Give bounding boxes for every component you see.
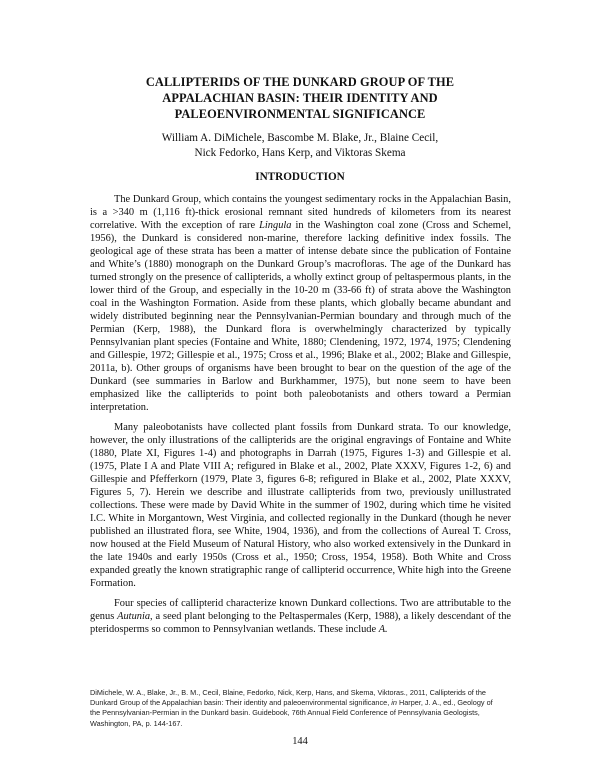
italic-genus: Lingula (259, 220, 292, 231)
author-list (90, 131, 510, 161)
paragraph-3: Four species of callipterid characterize known Dunkard collections. Two are attributable to the genus Autunia, a seed plant belonging to the Peltaspermales (Kerp, 1988), a likely descendant of the pteridosperms so common to Pennsylvanian wetlands. These include A. (90, 598, 511, 635)
title-line: APPALACHIAN BASIN: THEIR IDENTITY AND (162, 91, 438, 105)
italic-abbrev: A. (378, 624, 388, 635)
section-heading: INTRODUCTION (255, 171, 345, 183)
citation-footnote: DiMichele, W. A., Blake, Jr., B. M., Cecil, Blaine, Fedorko, Nick, Kerp, Hans, and Skema, Viktoras., 2011, Callipterids of the Dunkard Group of the Appalachian basin: Their identity and paleoenvironmental significance, in Harper, J. A., ed., Geology of the Pennsylvanian-Permian in the Dunkard basin. Guidebook, 76th Annual Field Conference of Pennsylvania Geologists, Washington, PA, p. 144-167. (90, 688, 493, 728)
page-number: 144 (292, 736, 308, 747)
italic-genus: Autunia (117, 611, 151, 622)
author-line: Nick Fedorko, Hans Kerp, and Viktoras Skema (194, 147, 406, 159)
title-line: PALEOENVIRONMENTAL SIGNIFICANCE (174, 107, 426, 121)
paragraph-2: Many paleobotanists have collected plant fossils from Dunkard strata. To our knowledge, however, the only illustrations of the callipterids are the original engravings of Fontaine and White (1880, Plate XI, Figures 1-4) and photographs in Darrah (1975, Figures 1-3) and Gillespie et al. (1975, Plate I A and Plate VIII A; refigured in Blake et al., 2002, Plate XXXV, Figures 1-2, 6) and Gillespie and Pfefferkorn (1979, Plate 3, figures 6-8; refigured in Blake et al., 2002, Plate XXXV, Figures 5, 7). Herein we describe and illustrate callipterids from two, previously unillustrated collections. These were made by David White in the summer of 1902, during which time he visited I.C. White in Morgantown, West Virginia, and collected regionally in the Dunkard (though he never published an illustrated flora, see White, 1904, 1936), and from the collections of Aureal T. Cross, now housed at the Field Museum of Natural History, who also worked extensively in the Dunkard in the late 1940s and early 1950s (Cross et al., 1950; Cross, 1954, 1958). Both White and Cross expanded greatly the known stratigraphic range of callipterid occurrence, White high into the Greene Formation. (90, 422, 511, 589)
author-line: William A. DiMichele, Bascombe M. Blake, Jr., Blaine Cecil, (161, 132, 439, 144)
body-text (90, 193, 511, 636)
title-line: CALLIPTERIDS OF THE DUNKARD GROUP OF THE (145, 75, 455, 89)
paragraph-1: The Dunkard Group, which contains the youngest sedimentary rocks in the Appalachian Basin, is a >340 m (1,116 ft)-thick erosional remnant sited hundreds of kilometers from its nearest correlative. With the exception of rare Lingula in the Washington coal zone (Cross and Schemel, 1956), the Dunkard is considered non-marine, therefore lacking definitive index fossils. The geological age of these strata has been a matter of intense debate since the publication of Fontaine and White’s (1880) monograph on the Dunkard Group’s macrofloras. The age of the Dunkard has turned strongly on the presence of callipterids, a wholly extinct group of peltaspermous plants, in the lower third of the Group, and especially in the 10-20 m (33-66 ft) of strata above the Washington coal in the Washington Formation. Aside from these plants, which globally became abundant and widely distributed beginning near the Pennsylvanian-Permian boundary and through much of the Permian (Kerp, 1988), the Dunkard flora is overwhelmingly characterized by typically Pennsylvanian plant species (Fontaine and White, 1880; Clendening, 1972, 1974, 1975; Clendening and Gillespie, 1972; Gillespie et al., 1975; Cross et al., 1996; Blake et al., 2002; Blake and Gillespie, 2011a, b). Other groups of organisms have been brought to bear on the question of the age of the Dunkard (see summaries in Barlow and Burkhammer, 1975), but none seem to have been emphasized like the callipterids to point both paleobotanists and others toward a Permian interpretation. (90, 194, 512, 413)
article-title (90, 74, 510, 122)
